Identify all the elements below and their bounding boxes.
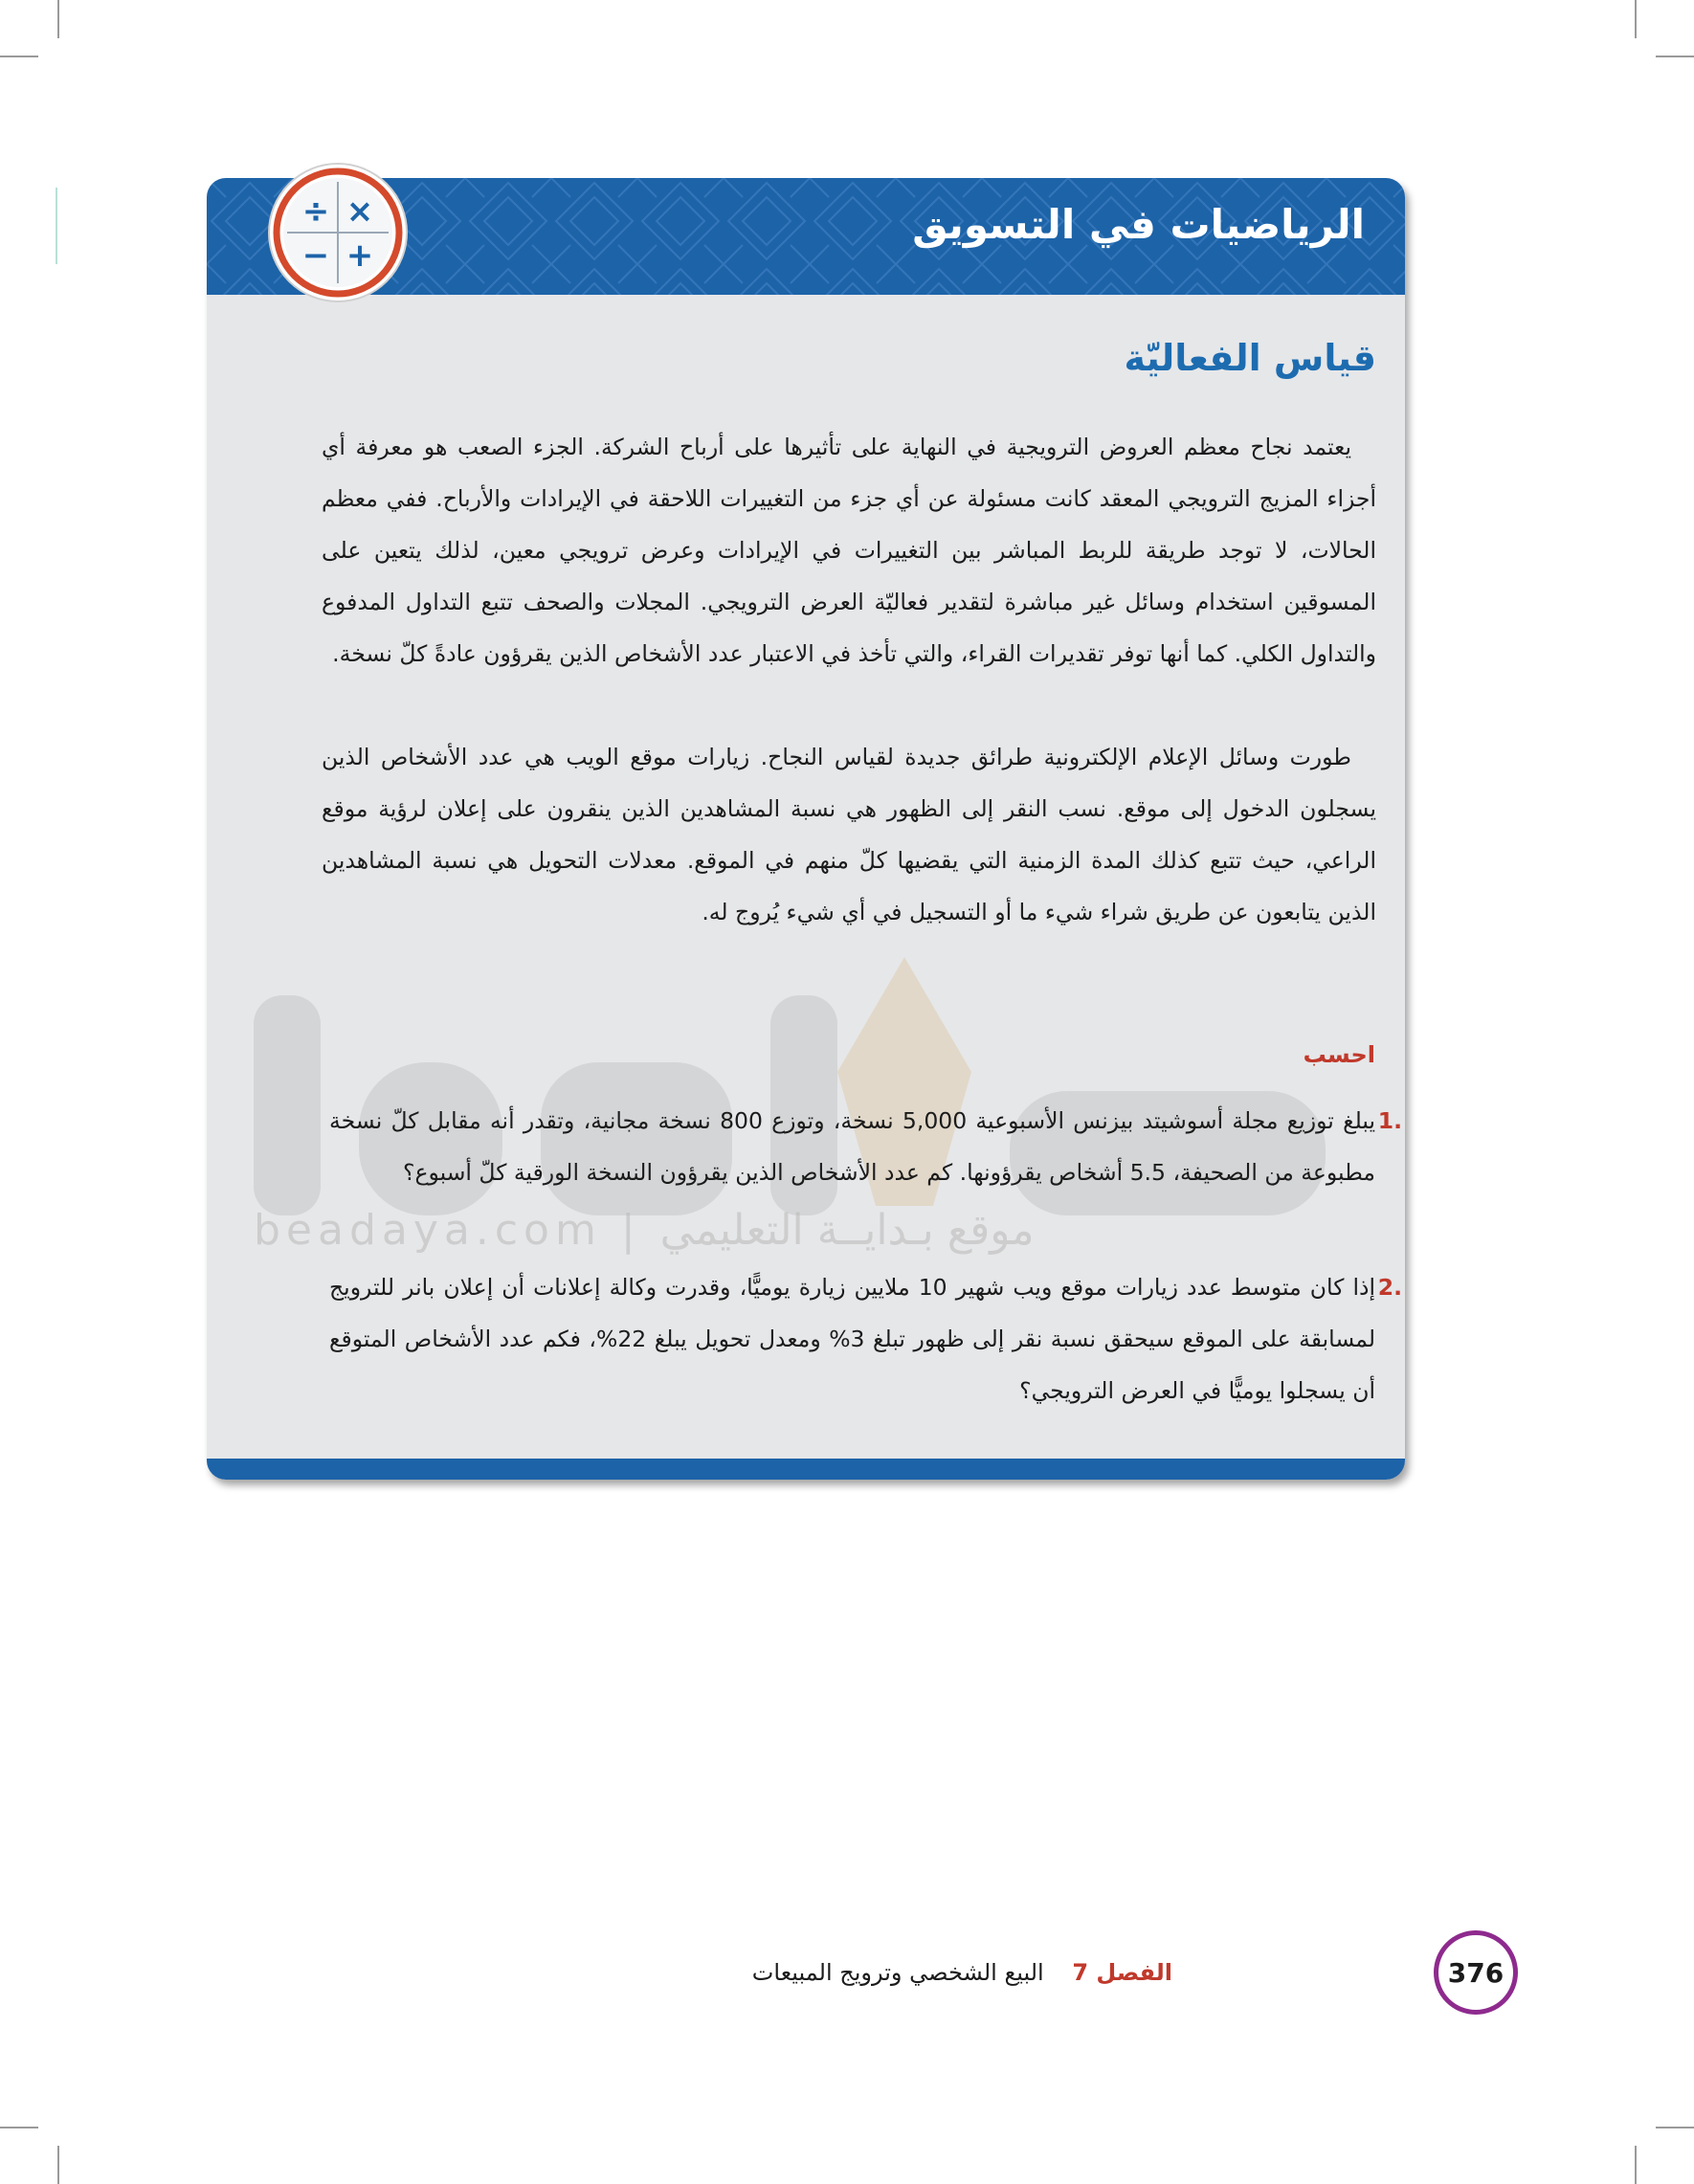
section-heading: قياس الفعاليّة (1124, 337, 1376, 379)
crop-mark (1656, 56, 1694, 57)
minus-symbol: − (301, 236, 330, 275)
body-paragraph (322, 731, 1376, 938)
math-operators-icon (266, 161, 410, 304)
plus-symbol: + (345, 236, 374, 275)
page-number: 376 (1434, 1930, 1518, 2015)
crop-mark (1656, 2127, 1694, 2128)
question-item (329, 1261, 1402, 1416)
watermark-text (254, 1206, 1035, 1255)
chapter-title: البيع الشخصي وترويج المبيعات (751, 1959, 1044, 1986)
body-paragraph (322, 421, 1376, 680)
crop-mark (1635, 0, 1637, 38)
question-item (329, 1095, 1402, 1198)
multiply-symbol: × (345, 192, 374, 231)
calculate-heading: احسب (1303, 1041, 1375, 1068)
watermark-label: موقع بـدايــة التعليمي (659, 1206, 1035, 1255)
crop-mark (0, 56, 38, 57)
question-text: إذا كان متوسط عدد زيارات موقع ويب شهير 10 ملايين زيارة يوميًّا، وقدرت وكالة إعلانات أن إعلان بانر للترويج لمسابقة على الموقع سيحقق نسبة نقر إلى ظهور تبلغ 3% ومعدل تحويل يبلغ 22%، فكم عدد الأشخاص المتوقع أن يسجلوا يوميًّا في العرض الترويجي؟ (329, 1274, 1376, 1404)
chapter-footer (752, 1959, 1172, 1986)
question-text: يبلغ توزيع مجلة أسوشيتد بيزنس الأسبوعية 5,000 نسخة، وتوزع 800 نسخة مجانية، وتقدر أنه مقابل كلّ نسخة مطبوعة من الصحيفة، 5.5 أشخاص يقرؤونها. كم عدد الأشخاص الذين يقرؤون النسخة الورقية كلّ أسبوع؟ (329, 1107, 1376, 1186)
crop-mark (57, 0, 59, 38)
paragraph-text: طورت وسائل الإعلام الإلكترونية طرائق جديدة لقياس النجاح. زيارات موقع الويب هي عدد الأشخاص الذين يسجلون الدخول إلى موقع. نسب النقر إلى الظهور هي نسبة المشاهدين الذين ينقرون على إعلان لرؤية موقع الراعي، حيث تتبع كذلك المدة الزمنية التي يقضيها كلّ منهم في الموقع. معدلات التحويل هي نسبة المشاهدين الذين يتابعون عن طريق شراء شيء ما أو التسجيل في أي شيء يُروج له. (322, 744, 1376, 925)
box-footer-bar (207, 1459, 1405, 1480)
question-number: 1. (1377, 1107, 1402, 1134)
watermark-separator: | (620, 1206, 660, 1255)
chapter-label: الفصل 7 (1072, 1959, 1172, 1986)
question-number: 2. (1377, 1274, 1402, 1301)
crop-mark (57, 2146, 59, 2184)
paragraph-text: يعتمد نجاح معظم العروض الترويجية في النهاية على تأثيرها على أرباح الشركة. الجزء الصعب هو معرفة أي أجزاء المزيج الترويجي المعقد كانت مسئولة عن أي جزء من التغييرات اللاحقة في الإيرادات والأرباح. ففي معظم الحالات، لا توجد طريقة للربط المباشر بين التغييرات في الإيرادات وعرض ترويجي معين، لذلك يتعين على المسوقين استخدام وسائل غير مباشرة لتقدير فعاليّة العرض الترويجي. المجلات والصحف تتبع التداول المدفوع والتداول الكلي. كما أنها توفر تقديرات القراء، والتي تأخذ في الاعتبار عدد الأشخاص الذين يقرؤون عادةً كلّ نسخة. (322, 434, 1376, 667)
watermark-url: beadaya.com (254, 1206, 602, 1255)
crop-mark (1635, 2146, 1637, 2184)
box-title: الرياضيات في التسويق (912, 201, 1365, 248)
registration-line (56, 188, 57, 264)
crop-mark (0, 2127, 38, 2128)
divide-symbol: ÷ (301, 192, 330, 231)
